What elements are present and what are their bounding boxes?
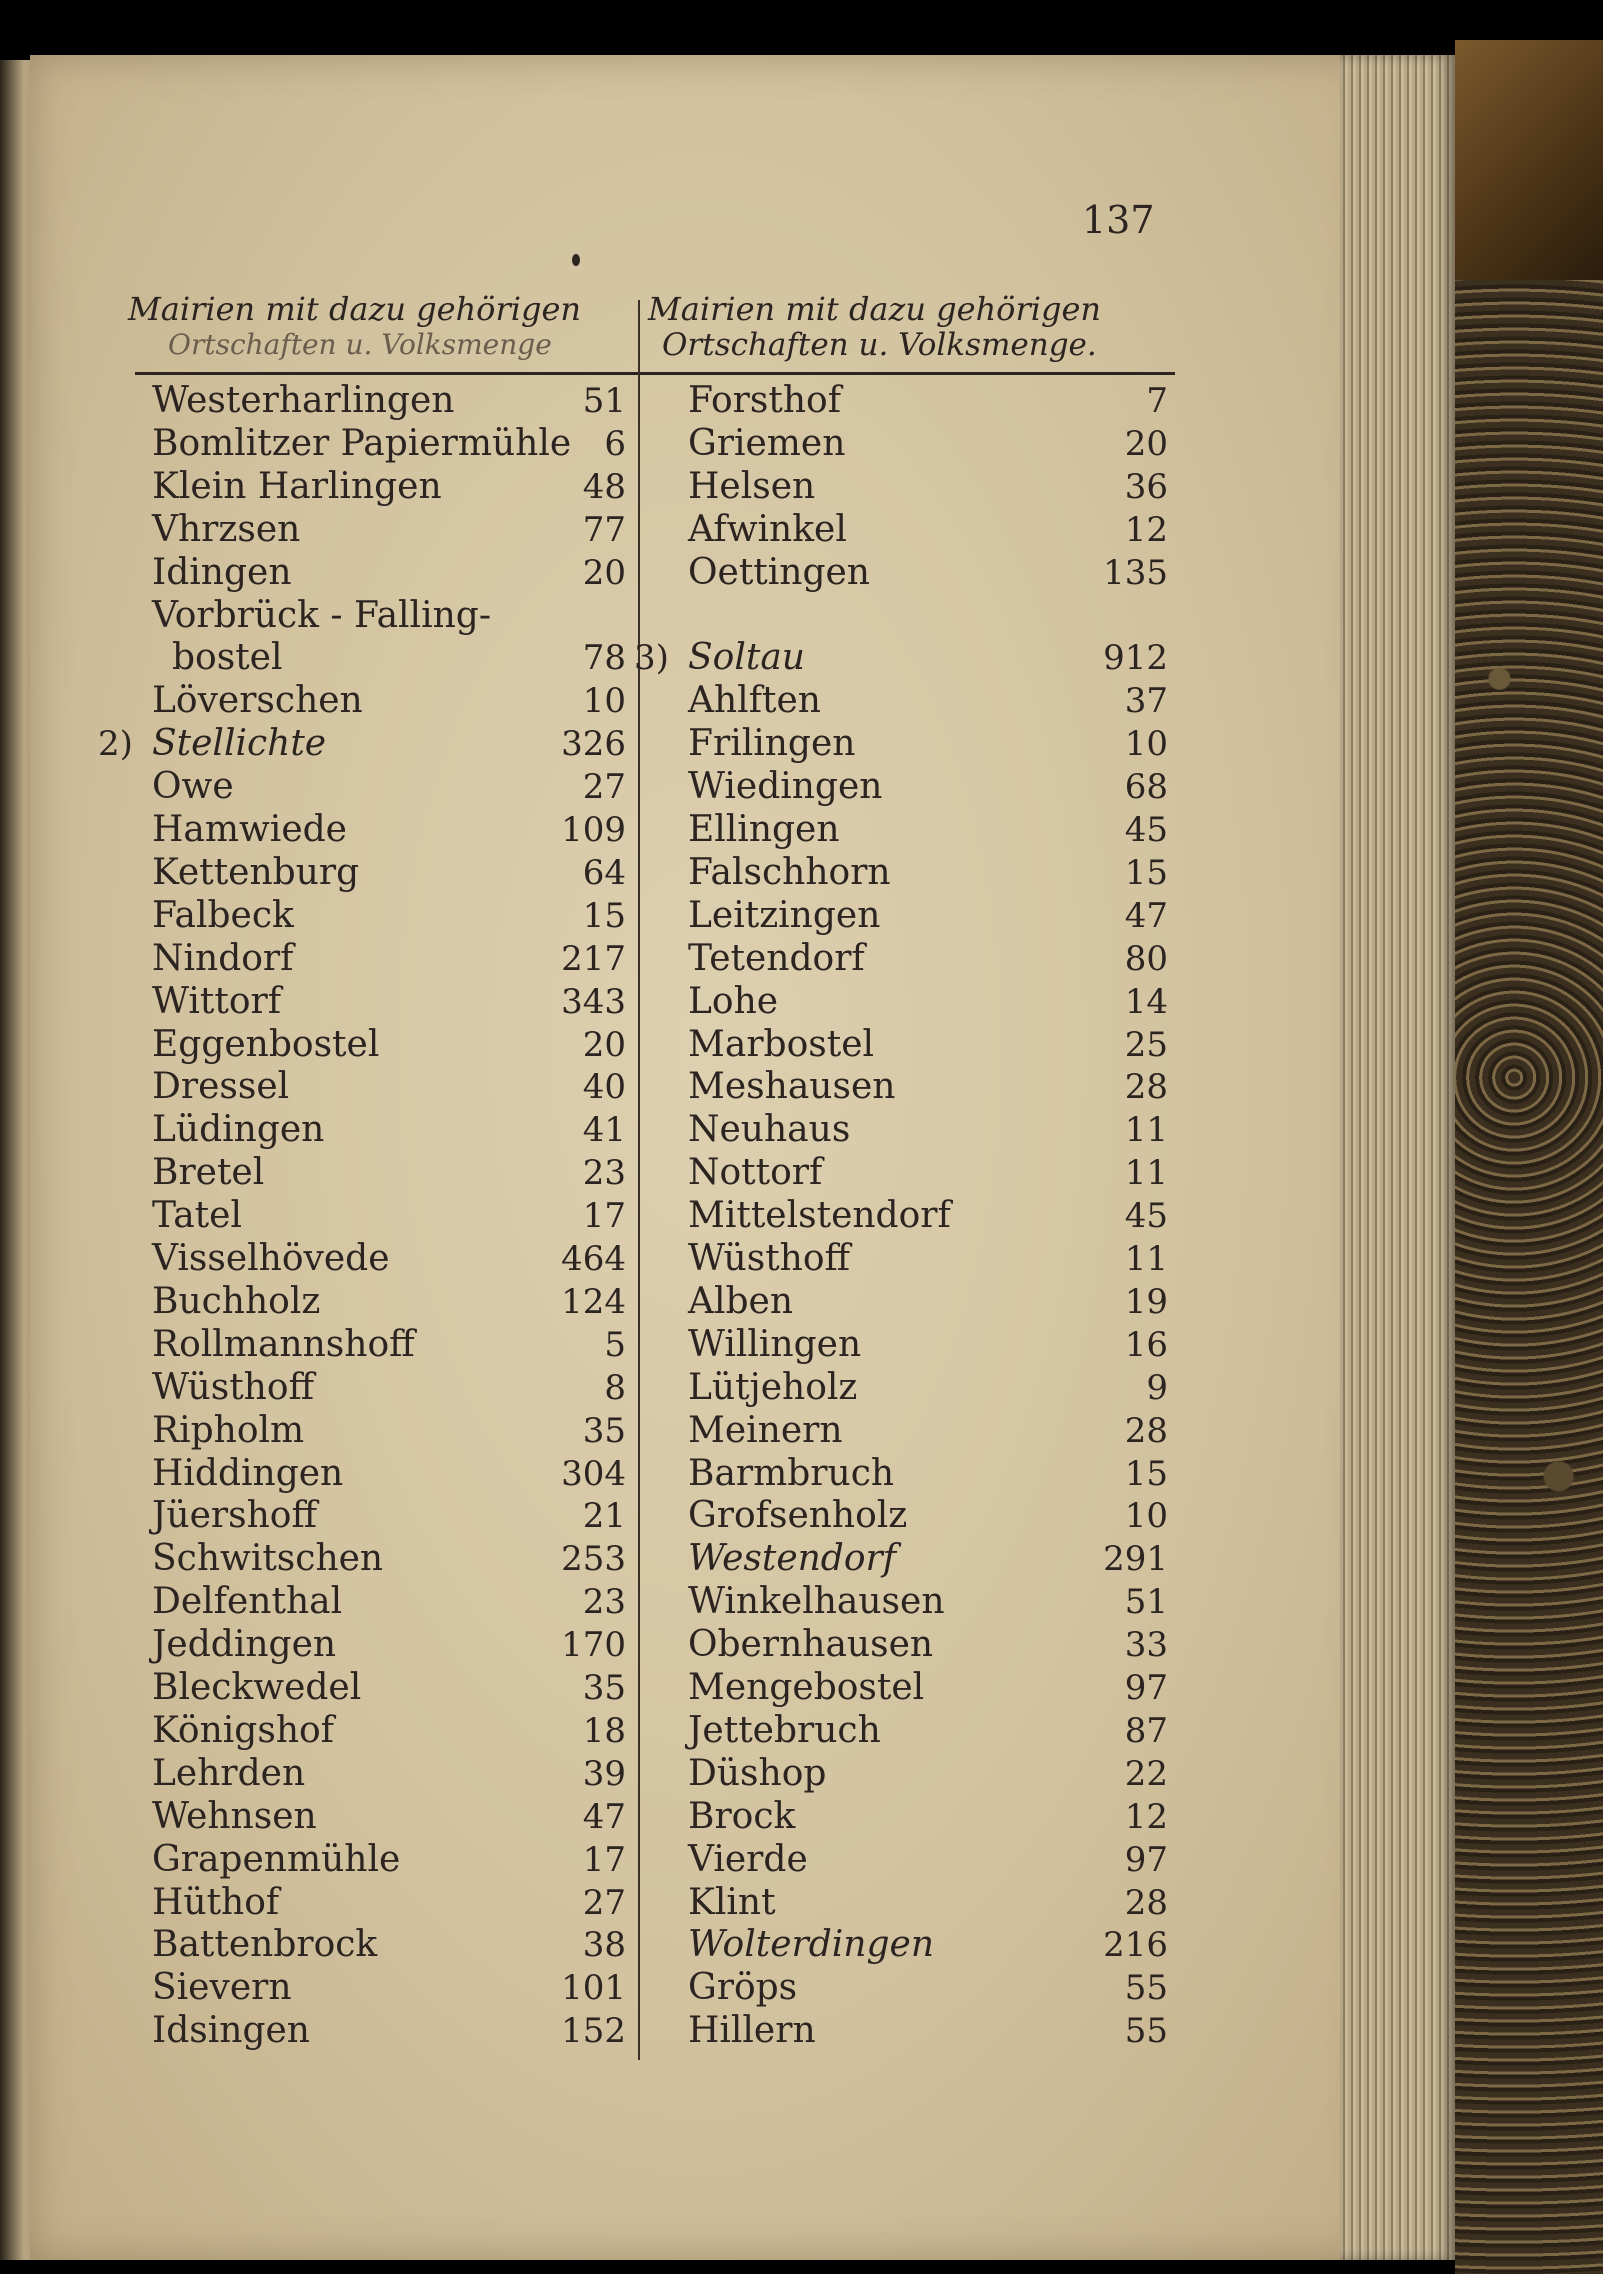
list-item bbox=[152, 509, 626, 551]
list-item bbox=[688, 1109, 1168, 1151]
list-item bbox=[688, 1538, 1168, 1580]
place-name: Nindorf bbox=[152, 937, 294, 979]
population-value: 36 bbox=[1124, 466, 1168, 507]
list-item bbox=[152, 1152, 626, 1194]
population-value: 124 bbox=[561, 1281, 626, 1322]
place-name: Willingen bbox=[688, 1323, 862, 1365]
right-header-line2: Ortschaften u. Volksmenge. bbox=[662, 327, 1097, 363]
population-value: 15 bbox=[1124, 852, 1168, 893]
list-item bbox=[688, 1324, 1168, 1366]
place-name: Löverschen bbox=[152, 680, 363, 722]
list-item bbox=[152, 380, 626, 422]
place-name: Kettenburg bbox=[152, 851, 360, 893]
population-value: 291 bbox=[1103, 1539, 1168, 1580]
population-value: 304 bbox=[561, 1453, 626, 1494]
population-value: 109 bbox=[561, 810, 626, 850]
list-item bbox=[688, 1924, 1168, 1966]
list-item bbox=[152, 423, 626, 465]
left-header-line1: Mairien mit dazu gehörigen bbox=[128, 290, 581, 328]
population-value: 20 bbox=[582, 1024, 626, 1065]
place-name: Königshof bbox=[152, 1709, 335, 1751]
list-item bbox=[152, 466, 626, 508]
population-value: 12 bbox=[1124, 1796, 1168, 1837]
place-name: Lehrden bbox=[152, 1752, 306, 1794]
list-item bbox=[688, 1710, 1168, 1752]
population-value: 15 bbox=[1124, 1453, 1168, 1494]
population-value: 45 bbox=[1124, 1196, 1168, 1237]
population-value: 326 bbox=[561, 724, 626, 765]
list-item bbox=[152, 938, 626, 980]
list-item bbox=[688, 1367, 1168, 1409]
list-item bbox=[152, 766, 626, 808]
place-name: Visselhövede bbox=[152, 1238, 390, 1279]
place-name: Afwinkel bbox=[688, 508, 847, 550]
place-name: Eggenbostel bbox=[152, 1023, 380, 1065]
place-name: Klein Harlingen bbox=[152, 465, 442, 507]
place-name: Oettingen bbox=[688, 551, 870, 593]
population-value: 216 bbox=[1103, 1925, 1168, 1966]
place-name: Düshop bbox=[688, 1752, 827, 1794]
list-item bbox=[688, 1024, 1168, 1066]
place-name: bostel bbox=[172, 637, 283, 679]
list-item bbox=[688, 1195, 1168, 1237]
list-item bbox=[152, 595, 626, 637]
place-name: Grapenmühle bbox=[152, 1838, 401, 1880]
list-item bbox=[152, 680, 626, 722]
place-name: Jettebruch bbox=[688, 1709, 881, 1751]
place-name: Falbeck bbox=[152, 894, 294, 936]
population-value: 27 bbox=[582, 1882, 626, 1923]
population-value: 55 bbox=[1124, 2011, 1168, 2052]
list-item bbox=[152, 1453, 626, 1495]
list-item bbox=[688, 938, 1168, 980]
population-value: 217 bbox=[561, 938, 626, 979]
list-item bbox=[152, 2010, 626, 2052]
population-value: 47 bbox=[582, 1796, 626, 1837]
place-name: Alben bbox=[688, 1280, 794, 1322]
population-value: 20 bbox=[1124, 423, 1168, 464]
place-name: Schwitschen bbox=[152, 1538, 384, 1580]
place-name: Bleckwedel bbox=[152, 1667, 362, 1708]
place-name: Frilingen bbox=[688, 723, 856, 765]
place-name: Nottorf bbox=[688, 1152, 823, 1194]
place-name: Jeddingen bbox=[152, 1624, 337, 1666]
list-item bbox=[688, 380, 1168, 422]
marbled-cover bbox=[1455, 280, 1603, 2274]
place-name: Helsen bbox=[688, 465, 816, 507]
population-value: 16 bbox=[1124, 1324, 1168, 1365]
place-name: Wehnsen bbox=[152, 1795, 317, 1837]
list-item bbox=[152, 1281, 626, 1323]
population-value: 78 bbox=[582, 638, 626, 679]
list-item bbox=[152, 1109, 626, 1151]
ink-dot bbox=[572, 254, 580, 266]
list-item bbox=[688, 680, 1168, 722]
population-value: 37 bbox=[1124, 681, 1168, 722]
population-value: 23 bbox=[582, 1582, 626, 1623]
list-item bbox=[152, 1238, 626, 1280]
place-name: Jüershoff bbox=[152, 1495, 318, 1537]
population-value: 10 bbox=[1124, 1496, 1168, 1537]
population-value: 10 bbox=[582, 681, 626, 722]
population-value: 343 bbox=[561, 981, 626, 1022]
list-item bbox=[152, 809, 626, 851]
population-value: 18 bbox=[582, 1710, 626, 1751]
population-value: 38 bbox=[582, 1925, 626, 1966]
place-name: Falschhorn bbox=[688, 851, 891, 893]
list-item bbox=[152, 1667, 626, 1709]
population-value: 77 bbox=[582, 509, 626, 550]
section-number: 3) bbox=[634, 638, 669, 679]
header-divider bbox=[638, 300, 640, 380]
list-item bbox=[688, 1281, 1168, 1323]
list-item bbox=[152, 981, 626, 1023]
list-item bbox=[152, 552, 626, 594]
population-value: 48 bbox=[582, 466, 626, 507]
list-item bbox=[152, 1024, 626, 1066]
list-item bbox=[688, 1839, 1168, 1881]
place-name: Hiddingen bbox=[152, 1452, 344, 1494]
population-value: 11 bbox=[1124, 1110, 1168, 1151]
place-name: Barmbruch bbox=[688, 1452, 895, 1494]
list-item bbox=[152, 1367, 626, 1409]
column-divider bbox=[638, 380, 640, 2060]
population-value: 8 bbox=[604, 1367, 626, 1408]
list-item bbox=[688, 1453, 1168, 1495]
list-item bbox=[688, 1882, 1168, 1924]
place-name: Hillern bbox=[688, 2010, 816, 2052]
population-value: 45 bbox=[1124, 810, 1168, 850]
list-item bbox=[152, 1753, 626, 1795]
list-item bbox=[152, 1924, 626, 1966]
right-header-line1: Mairien mit dazu gehörigen bbox=[648, 290, 1101, 328]
place-name: Stellichte bbox=[152, 723, 327, 765]
place-name: Wiedingen bbox=[688, 766, 883, 808]
place-name: Lüdingen bbox=[152, 1109, 325, 1151]
place-name: Wolterdingen bbox=[688, 1924, 935, 1966]
population-value: 55 bbox=[1124, 1968, 1168, 2009]
place-name: Klint bbox=[688, 1881, 776, 1923]
population-value: 20 bbox=[582, 552, 626, 593]
population-value: 97 bbox=[1124, 1839, 1168, 1880]
list-item bbox=[688, 1495, 1168, 1537]
place-name: Ellingen bbox=[688, 809, 840, 850]
list-item bbox=[152, 1410, 626, 1452]
place-name: Bomlitzer Papiermühle bbox=[152, 422, 572, 464]
place-name: Bretel bbox=[152, 1152, 265, 1194]
list-item bbox=[152, 895, 626, 937]
population-value: 28 bbox=[1124, 1067, 1168, 1108]
population-value: 28 bbox=[1124, 1410, 1168, 1451]
list-item bbox=[688, 2010, 1168, 2052]
population-value: 33 bbox=[1124, 1625, 1168, 1666]
list-item bbox=[688, 1667, 1168, 1709]
place-name: Lohe bbox=[688, 980, 779, 1022]
population-value: 253 bbox=[561, 1539, 626, 1580]
place-name: Wittorf bbox=[152, 980, 282, 1022]
place-name: Forsthof bbox=[688, 380, 842, 421]
place-name: Idingen bbox=[152, 551, 292, 593]
population-value: 135 bbox=[1103, 552, 1168, 593]
place-name: Lütjeholz bbox=[688, 1366, 858, 1408]
population-value: 11 bbox=[1124, 1239, 1168, 1279]
population-value: 15 bbox=[582, 895, 626, 936]
place-name: Buchholz bbox=[152, 1280, 321, 1322]
population-value: 40 bbox=[582, 1067, 626, 1108]
page-number: 137 bbox=[1082, 198, 1155, 242]
list-item bbox=[688, 981, 1168, 1023]
list-item bbox=[152, 1839, 626, 1881]
list-item bbox=[152, 1581, 626, 1623]
list-item bbox=[688, 466, 1168, 508]
list-item bbox=[152, 1066, 626, 1108]
list-item bbox=[152, 852, 626, 894]
place-name: Neuhaus bbox=[688, 1109, 851, 1151]
population-value: 35 bbox=[582, 1668, 626, 1708]
list-item bbox=[688, 1410, 1168, 1452]
list-item bbox=[688, 1624, 1168, 1666]
place-name: Soltau bbox=[688, 637, 805, 679]
list-item bbox=[152, 1967, 626, 2009]
population-value: 64 bbox=[582, 852, 626, 893]
population-value: 101 bbox=[561, 1968, 626, 2009]
list-item bbox=[688, 1238, 1168, 1280]
place-name: Grofsenholz bbox=[688, 1495, 908, 1537]
page-edges bbox=[1340, 55, 1455, 2260]
population-value: 17 bbox=[582, 1196, 626, 1237]
list-item bbox=[688, 723, 1168, 765]
place-name: Tatel bbox=[152, 1195, 242, 1237]
population-value: 464 bbox=[561, 1239, 626, 1279]
place-name: Griemen bbox=[688, 422, 846, 464]
population-value: 35 bbox=[582, 1410, 626, 1451]
list-item bbox=[688, 509, 1168, 551]
list-item bbox=[688, 423, 1168, 465]
population-value: 51 bbox=[1124, 1582, 1168, 1623]
population-value: 22 bbox=[1124, 1753, 1168, 1794]
population-value: 10 bbox=[1124, 724, 1168, 765]
list-item bbox=[688, 1753, 1168, 1795]
place-name: Hamwiede bbox=[152, 809, 347, 850]
population-value: 152 bbox=[561, 2011, 626, 2052]
population-value: 170 bbox=[561, 1625, 626, 1666]
place-name: Brock bbox=[688, 1795, 796, 1837]
population-value: 80 bbox=[1124, 938, 1168, 979]
place-name: Vierde bbox=[688, 1838, 808, 1880]
population-value: 68 bbox=[1124, 767, 1168, 808]
population-value: 23 bbox=[582, 1153, 626, 1194]
population-value: 9 bbox=[1146, 1367, 1168, 1408]
population-value: 27 bbox=[582, 767, 626, 808]
population-value: 47 bbox=[1124, 895, 1168, 936]
list-item bbox=[152, 637, 626, 679]
population-value: 51 bbox=[582, 381, 626, 421]
population-value: 28 bbox=[1124, 1882, 1168, 1923]
list-item bbox=[688, 1066, 1168, 1108]
population-value: 6 bbox=[604, 423, 626, 464]
list-item bbox=[688, 595, 1168, 637]
population-value: 11 bbox=[1124, 1153, 1168, 1194]
place-name: Vhrzsen bbox=[152, 508, 301, 550]
list-item bbox=[688, 766, 1168, 808]
place-name: Owe bbox=[152, 766, 234, 808]
place-name: Winkelhausen bbox=[688, 1581, 945, 1623]
section-number: 2) bbox=[98, 724, 133, 765]
population-value: 21 bbox=[582, 1496, 626, 1537]
list-item bbox=[152, 1324, 626, 1366]
place-name: Battenbrock bbox=[152, 1924, 378, 1966]
list-item bbox=[152, 1710, 626, 1752]
header-rule bbox=[135, 372, 1175, 375]
list-item bbox=[152, 1624, 626, 1666]
population-value: 39 bbox=[582, 1753, 626, 1794]
population-value: 25 bbox=[1124, 1024, 1168, 1065]
list-item bbox=[688, 1967, 1168, 2009]
population-value: 87 bbox=[1124, 1710, 1168, 1751]
place-name: Marbostel bbox=[688, 1023, 875, 1065]
place-name: Tetendorf bbox=[688, 937, 865, 979]
place-name: Delfenthal bbox=[152, 1581, 343, 1623]
list-item bbox=[688, 809, 1168, 851]
list-item bbox=[688, 1581, 1168, 1623]
place-name: Mittelstendorf bbox=[688, 1195, 951, 1237]
list-item bbox=[688, 895, 1168, 937]
place-name: Leitzingen bbox=[688, 894, 881, 936]
place-name: Obernhausen bbox=[688, 1624, 934, 1666]
population-value: 912 bbox=[1103, 638, 1168, 679]
place-name: Dressel bbox=[152, 1066, 290, 1108]
population-value: 14 bbox=[1124, 981, 1168, 1022]
list-item bbox=[98, 723, 626, 765]
place-name: Sievern bbox=[152, 1967, 292, 2009]
list-item bbox=[152, 1538, 626, 1580]
list-item bbox=[634, 637, 1168, 679]
place-name: Meshausen bbox=[688, 1066, 896, 1108]
place-name: Westendorf bbox=[688, 1538, 897, 1580]
left-header-line2: Ortschaften u. Volksmenge bbox=[168, 328, 552, 361]
population-value: 41 bbox=[582, 1110, 626, 1151]
place-name: Wüsthoff bbox=[152, 1366, 315, 1408]
list-item bbox=[688, 1152, 1168, 1194]
place-name: Ripholm bbox=[152, 1409, 305, 1451]
place-name: Vorbrück - Falling- bbox=[152, 594, 491, 636]
place-name: Mengebostel bbox=[688, 1667, 925, 1708]
population-value: 17 bbox=[582, 1839, 626, 1880]
list-item bbox=[688, 852, 1168, 894]
list-item bbox=[152, 1882, 626, 1924]
list-item bbox=[688, 552, 1168, 594]
place-name: Hüthof bbox=[152, 1881, 280, 1923]
place-name: Gröps bbox=[688, 1967, 798, 2009]
population-value: 97 bbox=[1124, 1668, 1168, 1708]
place-name: Rollmannshoff bbox=[152, 1323, 415, 1365]
list-item bbox=[152, 1495, 626, 1537]
list-item bbox=[152, 1195, 626, 1237]
population-value: 7 bbox=[1146, 381, 1168, 421]
place-name: Ahlften bbox=[688, 680, 821, 722]
population-value: 5 bbox=[604, 1324, 626, 1365]
place-name: Idsingen bbox=[152, 2010, 310, 2052]
list-item bbox=[688, 1796, 1168, 1838]
book-cover-corner bbox=[1455, 40, 1603, 280]
place-name: Meinern bbox=[688, 1409, 843, 1451]
population-value: 12 bbox=[1124, 509, 1168, 550]
population-value: 19 bbox=[1124, 1281, 1168, 1322]
place-name: Wüsthoff bbox=[688, 1238, 851, 1279]
place-name: Westerharlingen bbox=[152, 380, 455, 421]
list-item bbox=[152, 1796, 626, 1838]
